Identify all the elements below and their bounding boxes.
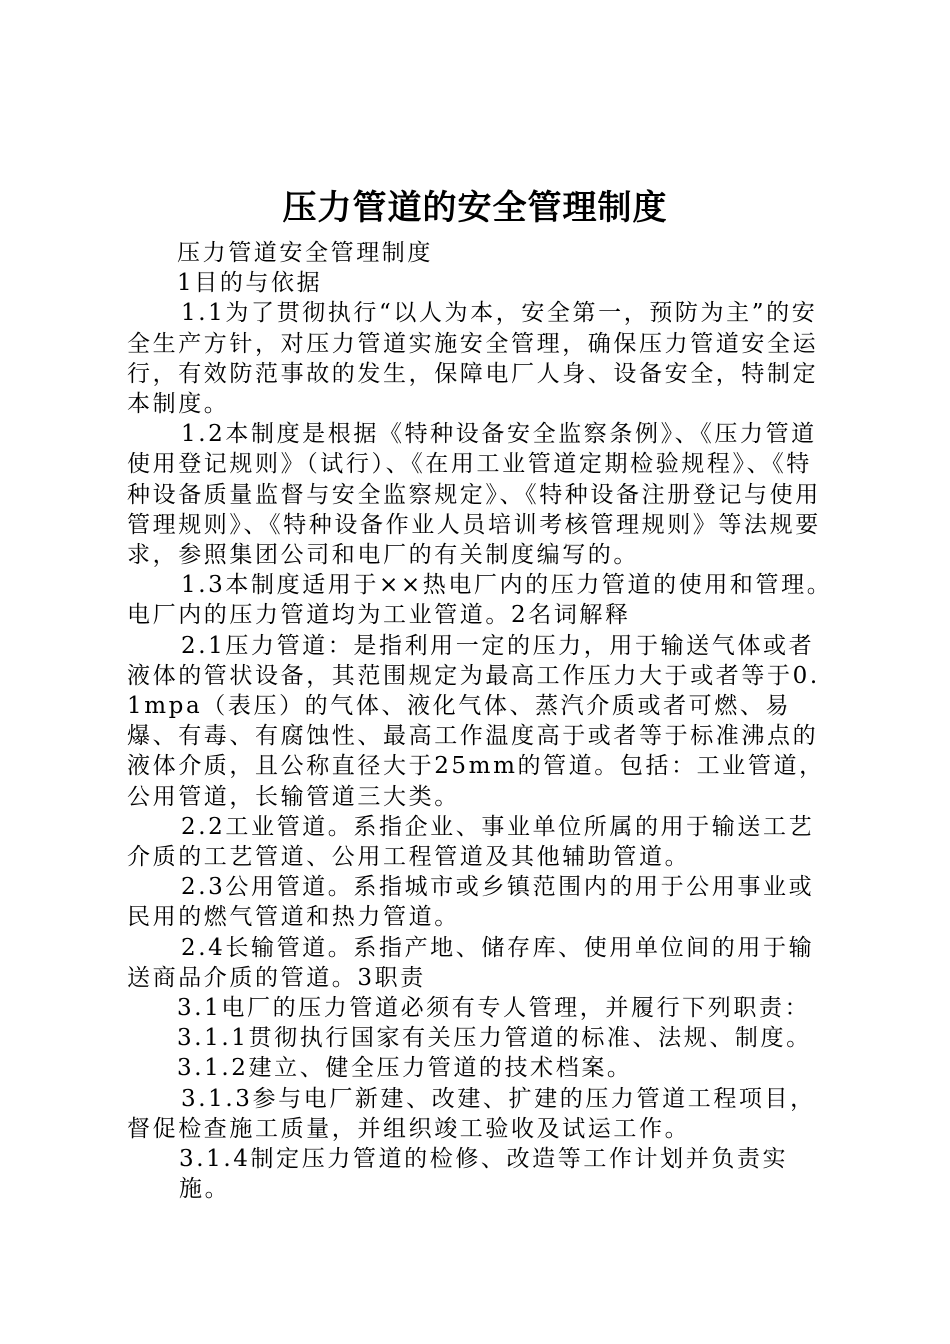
- paragraph-3-1-4: 3.1.4制定压力管道的检修、改造等工作计划并负责实施。: [179, 1146, 789, 1203]
- paragraph-3-1-3: 3.1.3参与电厂新建、改建、扩建的压力管道工程项目，督促检查施工质量，并组织竣工验收及试运工作。: [127, 1085, 816, 1142]
- paragraph-3-1: 3.1电厂的压力管道必须有专人管理，并履行下列职责：: [177, 995, 811, 1022]
- paragraph-2-1: 2.1压力管道：是指利用一定的压力，用于输送气体或者液体的管状设备，其范围规定为最高工作压力大于或者等于0.1mpa（表压）的气体、液化气体、蒸汽介质或者可燃、易爆、有毒、有腐蚀性、最高工作温度高于或者等于标准沸点的液体介质，且公称直径大于25mm的管道。包括：工业管道，公用管道，长输管道三大类。: [127, 632, 825, 810]
- subtitle-paragraph: 压力管道安全管理制度: [177, 240, 433, 266]
- paragraph-3-1-1: 3.1.1贯彻执行国家有关压力管道的标准、法规、制度。: [177, 1025, 812, 1052]
- paragraph-1-2: 1.2本制度是根据《特种设备安全监察条例》、《压力管道使用登记规则》（试行）、《在用工业管道定期检验规程》、《特种设备质量监督与安全监察规定》、《特种设备注册登记与使用管理规则》、《特种设备作业人员培训考核管理规则》等法规要求，参照集团公司和电厂的有关制度编写的。: [127, 421, 821, 569]
- paragraph-3-1-2: 3.1.2建立、健全压力管道的技术档案。: [177, 1055, 633, 1082]
- paragraph-1-1: 1.1为了贯彻执行“以人为本，安全第一，预防为主”的安全生产方针，对压力管道实施安全管理，确保压力管道安全运行，有效防范事故的发生，保障电厂人身、设备安全，特制定本制度。: [127, 300, 819, 418]
- document-body: [127, 238, 833, 1205]
- paragraph-2-2: 2.2工业管道。系指企业、事业单位所属的用于输送工艺介质的工艺管道、公用工程管道及其他辅助管道。: [127, 813, 815, 871]
- paragraph-1-3: 1.3本制度适用于××热电厂内的压力管道的使用和管理。电厂内的压力管道均为工业管道。2名词解释: [127, 572, 833, 629]
- document-title: 压力管道的安全管理制度: [282, 188, 668, 228]
- paragraph-2-3: 2.3公用管道。系指城市或乡镇范围内的用于公用事业或民用的燃气管道和热力管道。: [127, 874, 815, 931]
- section-heading-1: 1目的与依据: [177, 270, 323, 297]
- paragraph-2-4: 2.4长输管道。系指产地、储存库、使用单位间的用于输送商品介质的管道。3职责: [127, 934, 815, 991]
